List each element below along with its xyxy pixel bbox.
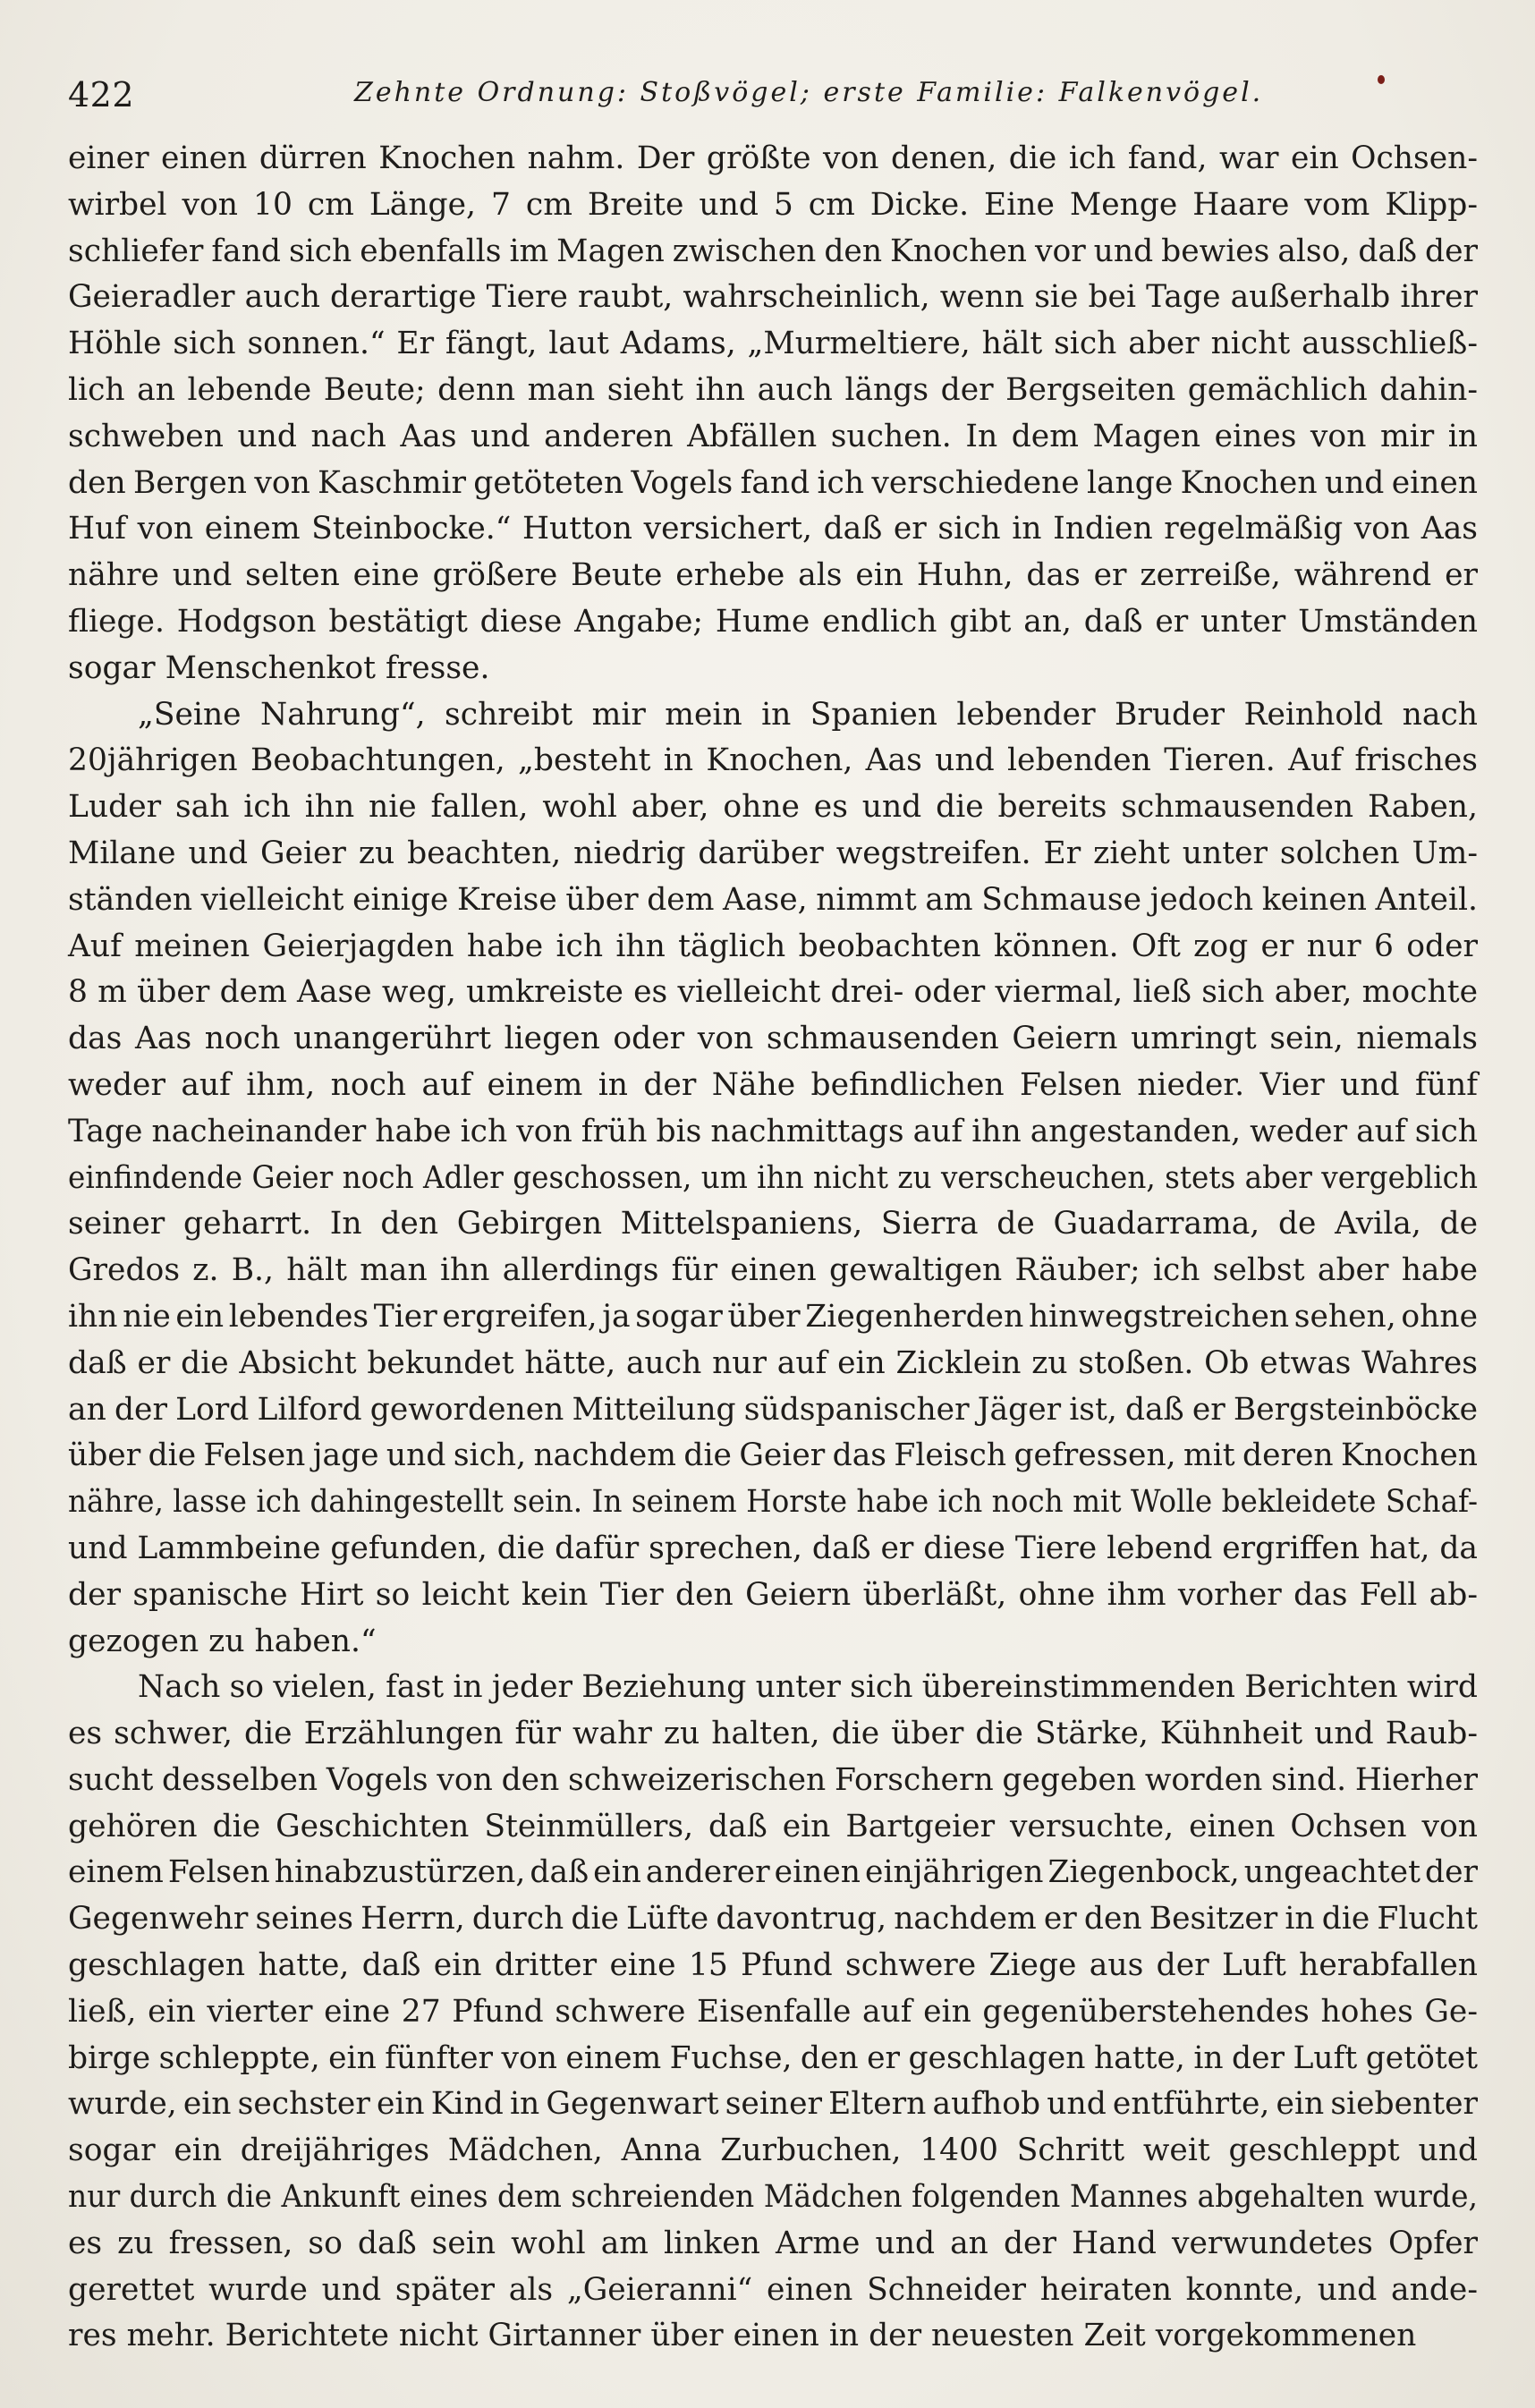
text-line: den Bergen von Kaschmir getöteten Vogels fand ich verschiedene lange Knochen und einen	[68, 464, 1478, 501]
page-number: 422	[68, 75, 135, 114]
text-line: ließ, ein vierter eine 27 Pfund schwere Eisenfalle auf ein gegenüberstehendes hohes Ge-	[68, 1993, 1478, 2030]
text-line: schweben und nach Aas und anderen Abfällen suchen. In dem Magen eines von mir in	[68, 418, 1478, 454]
text-line: Gegenwehr seines Herrn, durch die Lüfte davontrug, nachdem er den Besitzer in die Flucht	[68, 1901, 1478, 1937]
text-line: fliege. Hodgson bestätigt diese Angabe; Hume endlich gibt an, daß er unter Umständen	[68, 603, 1478, 640]
text-line: das Aas noch unangerührt liegen oder von schmausenden Geiern umringt sein, niemals	[68, 1021, 1478, 1057]
paragraph	[68, 136, 1478, 692]
text-line: ihn nie ein lebendes Tier ergreifen, ja sogar über Ziegenherden hinwegstreichen sehen, ohne	[68, 1298, 1478, 1335]
text-line: Auf meinen Geierjagden habe ich ihn täglich beobachten können. Oft zog er nur 6 oder	[68, 928, 1478, 964]
text-line: gehören die Geschichten Steinmüllers, daß ein Bartgeier versuchte, einen Ochsen von	[68, 1808, 1478, 1844]
text-line: „Seine Nahrung“, schreibt mir mein in Spanien lebender Bruder Reinhold nach	[138, 696, 1478, 733]
text-line: einfindende Geier noch Adler geschossen, um ihn nicht zu verscheuchen, stets aber vergeblich	[68, 1159, 1478, 1196]
running-head: Zehnte Ordnung: Stoßvögel; erste Familie: Falkenvögel.	[354, 77, 1264, 108]
text-line: sucht desselben Vogels von den schweizerischen Forschern gegeben worden sind. Hierher	[68, 1761, 1478, 1798]
text-line: gerettet wurde und später als „Geieranni“ einen Schneider heiraten konnte, und ande-	[68, 2271, 1478, 2308]
text-line: Tage nacheinander habe ich von früh bis nachmittags auf ihn angestanden, weder auf sich	[68, 1113, 1478, 1149]
text-line: Milane und Geier zu beachten, niedrig darüber wegstreifen. Er zieht unter solchen Um-	[68, 835, 1478, 871]
text-line: nähre und selten eine größere Beute erhebe als ein Huhn, das er zerreiße, während er	[68, 557, 1478, 594]
text-line: weder auf ihm, noch auf einem in der Nähe befindlichen Felsen nieder. Vier und fünf	[68, 1066, 1478, 1103]
text-line: birge schleppte, ein fünfter von einem Fuchse, den er geschlagen hatte, in der Luft getötet	[68, 2039, 1478, 2076]
text-line: nur durch die Ankunft eines dem schreienden Mädchen folgenden Mannes abgehalten wurde,	[68, 2179, 1478, 2216]
text-line: lich an lebende Beute; denn man sieht ihn auch längs der Bergseiten gemächlich dahin-	[68, 371, 1478, 408]
page-header	[68, 68, 1478, 122]
text-line: sogar ein dreijähriges Mädchen, Anna Zurbuchen, 1400 Schritt weit geschleppt und	[68, 2132, 1478, 2169]
text-line: Nach so vielen, fast in jeder Beziehung unter sich übereinstimmenden Berichten wird	[138, 1669, 1478, 1706]
text-line: gezogen zu haben.“	[68, 1623, 377, 1659]
text-line: einem Felsen hinabzustürzen, daß ein anderer einen einjährigen Ziegenbock, ungeachtet der	[68, 1854, 1478, 1891]
ink-spot-mark	[1378, 75, 1385, 84]
text-line: Luder sah ich ihn nie fallen, wohl aber, ohne es und die bereits schmausenden Raben,	[68, 789, 1478, 826]
text-line: an der Lord Lilford gewordenen Mitteilung südspanischer Jäger ist, daß er Bergsteinböcke	[68, 1391, 1478, 1428]
text-line: es schwer, die Erzählungen für wahr zu halten, die über die Stärke, Kühnheit und Raub-	[68, 1716, 1478, 1752]
text-line: über die Felsen jage und sich, nachdem die Geier das Fleisch gefressen, mit deren Knochen	[68, 1437, 1478, 1474]
text-line: seiner geharrt. In den Gebirgen Mittelspaniens, Sierra de Guadarrama, de Avila, de	[68, 1206, 1478, 1242]
text-line: Geieradler auch derartige Tiere raubt, wahrscheinlich, wenn sie bei Tage außerhalb ihrer	[68, 279, 1478, 316]
text-line: 8 m über dem Aase weg, umkreiste es vielleicht drei- oder viermal, ließ sich aber, mochte	[68, 974, 1478, 1011]
text-line: einer einen dürren Knochen nahm. Der größte von denen, die ich fand, war ein Ochsen-	[68, 140, 1478, 176]
paragraph	[68, 692, 1478, 1666]
text-line: 20jährigen Beobachtungen, „besteht in Knochen, Aas und lebenden Tieren. Auf frisches	[68, 742, 1478, 779]
text-line: der spanische Hirt so leicht kein Tier den Geiern überläßt, ohne ihm vorher das Fell ab-	[68, 1576, 1478, 1613]
paragraph	[68, 1665, 1478, 2360]
text-line: es zu fressen, so daß sein wohl am linken Arme und an der Hand verwundetes Opfer	[68, 2225, 1478, 2261]
text-line: res mehr. Berichtete nicht Girtanner über einen in der neuesten Zeit vorgekommenen	[68, 2318, 1417, 2354]
text-line: wurde, ein sechster ein Kind in Gegenwart seiner Eltern aufhob und entführte, ein siebenter	[68, 2086, 1478, 2123]
text-line: daß er die Absicht bekundet hätte, auch nur auf ein Zicklein zu stoßen. Ob etwas Wahres	[68, 1344, 1478, 1381]
text-line: Gredos z. B., hält man ihn allerdings für einen gewaltigen Räuber; ich selbst aber habe	[68, 1252, 1478, 1289]
text-line: Höhle sich sonnen.“ Er fängt, laut Adams, „Murmeltiere, hält sich aber nicht ausschließ-	[68, 326, 1478, 362]
text-line: schliefer fand sich ebenfalls im Magen zwischen den Knochen vor und bewies also, daß der	[68, 233, 1478, 269]
text-line: nähre, lasse ich dahingestellt sein. In seinem Horste habe ich noch mit Wolle bekleidete Schaf-	[68, 1484, 1478, 1521]
text-line: und Lammbeine gefunden, die dafür sprechen, daß er diese Tiere lebend ergriffen hat, da	[68, 1530, 1478, 1566]
text-line: Huf von einem Steinbocke.“ Hutton versichert, daß er sich in Indien regelmäßig von Aas	[68, 511, 1478, 547]
text-line: sogar Menschenkot fresse.	[68, 649, 490, 686]
text-line: geschlagen hatte, daß ein dritter eine 15 Pfund schwere Ziege aus der Luft herabfallen	[68, 1947, 1478, 1984]
text-line: wirbel von 10 cm Länge, 7 cm Breite und 5 cm Dicke. Eine Menge Haare vom Klipp-	[68, 186, 1478, 223]
body-text	[68, 136, 1478, 2360]
text-line: ständen vielleicht einige Kreise über dem Aase, nimmt am Schmause jedoch keinen Anteil.	[68, 881, 1479, 918]
